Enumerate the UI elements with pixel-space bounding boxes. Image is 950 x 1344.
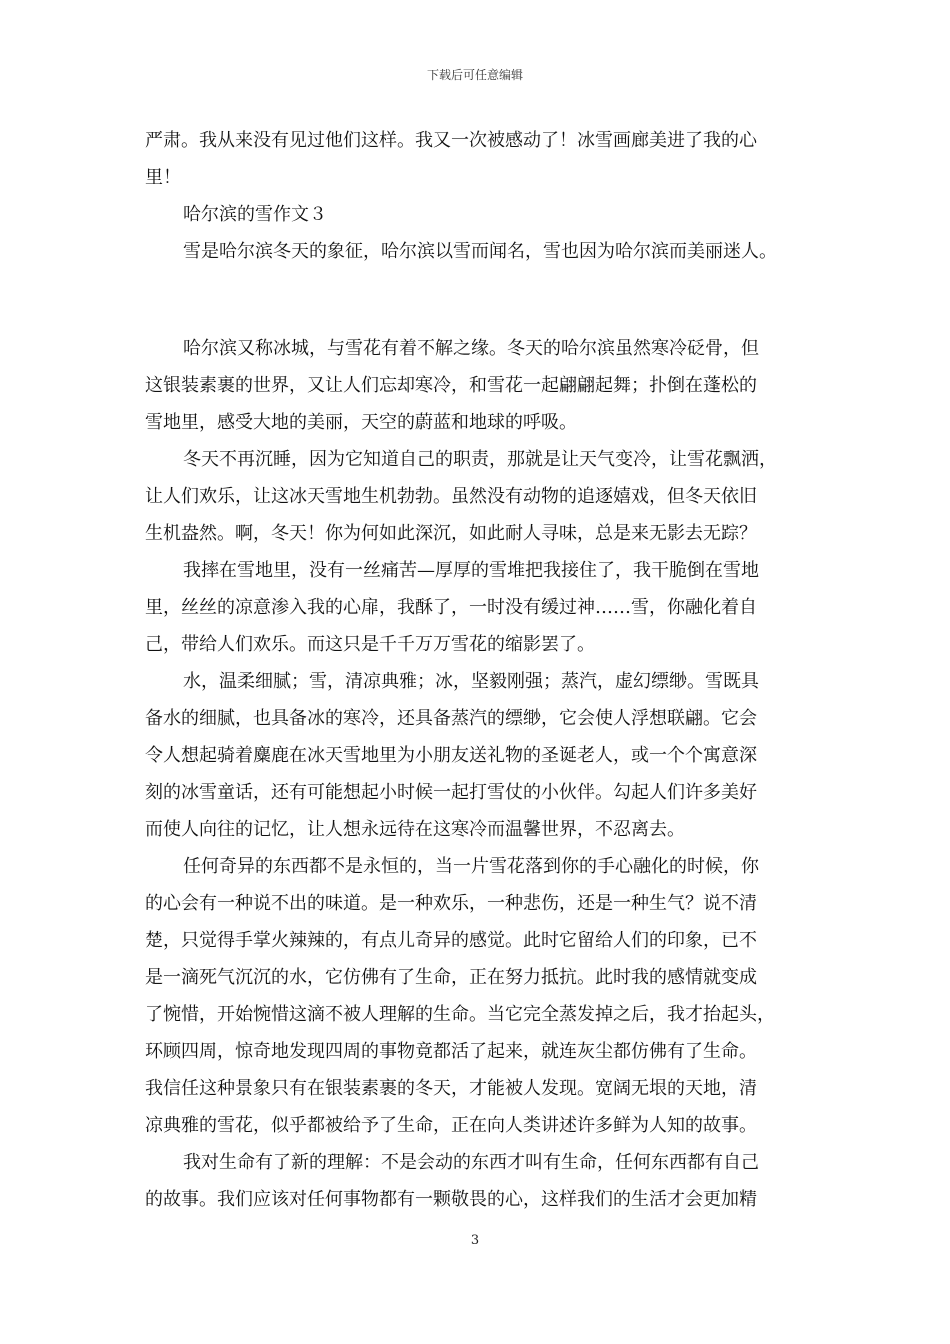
page-number: 3 [470, 1233, 480, 1248]
text-line: 是一滴死气沉沉的水，它仿佛有了生命，正在努力抵抗。此时我的感情就变成 [145, 967, 757, 988]
text-line: 雪地里，感受大地的美丽，天空的蔚蓝和地球的呼吸。 [145, 412, 577, 433]
text-line: 的故事。我们应该对任何事物都有一颗敬畏的心，这样我们的生活才会更加精 [145, 1189, 757, 1210]
text-line: 令人想起骑着麋鹿在冰天雪地里为小朋友送礼物的圣诞老人，或一个个寓意深 [145, 745, 757, 766]
paragraph-first-line: 水，温柔细腻；雪，清凉典雅；冰，坚毅刚强；蒸汽，虚幻缥缈。雪既具 [183, 671, 759, 692]
paragraph-first-line: 我摔在雪地里，没有一丝痛苦—厚厚的雪堆把我接住了，我干脆倒在雪地 [183, 560, 759, 581]
text-line: 己，带给人们欢乐。而这只是千千万万雪花的缩影罢了。 [145, 634, 595, 655]
text-line: 里！ [145, 167, 181, 188]
text-line: 严肃。我从来没有见过他们这样。我又一次被感动了！冰雪画廊美进了我的心 [145, 130, 757, 151]
paragraph-first-line: 任何奇异的东西都不是永恒的，当一片雪花落到你的手心融化的时候，你 [183, 856, 759, 877]
text-line: 而使人向往的记忆，让人想永远待在这寒冷而温馨世界，不忍离去。 [145, 819, 685, 840]
paragraph-first-line: 冬天不再沉睡，因为它知道自己的职责，那就是让天气变冷，让雪花飘洒， [183, 449, 777, 470]
text-line: 凉典雅的雪花，似乎都被给予了生命，正在向人类讲述许多鲜为人知的故事。 [145, 1115, 757, 1136]
document-body [145, 122, 805, 1218]
paragraph-first-line: 哈尔滨又称冰城，与雪花有着不解之缘。冬天的哈尔滨虽然寒冷砭骨，但 [183, 338, 759, 359]
intro-line: 雪是哈尔滨冬天的象征，哈尔滨以雪而闻名，雪也因为哈尔滨而美丽迷人。 [183, 241, 777, 262]
text-line: 这银装素裹的世界，又让人们忘却寒冷，和雪花一起翩翩起舞；扑倒在蓬松的 [145, 375, 757, 396]
text-line: 环顾四周，惊奇地发现四周的事物竟都活了起来，就连灰尘都仿佛有了生命。 [145, 1041, 757, 1062]
text-line: 刻的冰雪童话，还有可能想起小时候一起打雪仗的小伙伴。勾起人们许多美好 [145, 782, 757, 803]
text-line: 楚，只觉得手掌火辣辣的，有点儿奇异的感觉。此时它留给人们的印象，已不 [145, 930, 757, 951]
section-heading: 哈尔滨的雪作文３ [183, 204, 327, 225]
text-line: 让人们欢乐，让这冰天雪地生机勃勃。虽然没有动物的追逐嬉戏，但冬天依旧 [145, 486, 757, 507]
text-line: 生机盎然。啊，冬天！你为何如此深沉，如此耐人寻味，总是来无影去无踪？ [145, 523, 757, 544]
paragraph-first-line: 我对生命有了新的理解：不是会动的东西才叫有生命，任何东西都有自己 [183, 1152, 759, 1173]
text-line: 了惋惜，开始惋惜这滴不被人理解的生命。当它完全蒸发掉之后，我才抬起头， [145, 1004, 775, 1025]
text-line: 的心会有一种说不出的味道。是一种欢乐，一种悲伤，还是一种生气？说不清 [145, 893, 757, 914]
text-line: 我信任这种景象只有在银装素裹的冬天，才能被人发现。宽阔无垠的天地，清 [145, 1078, 757, 1099]
text-line: 里，丝丝的凉意渗入我的心扉，我酥了，一时没有缓过神……雪，你融化着自 [145, 597, 757, 618]
blank-gap [145, 270, 805, 330]
page-header: 下载后可任意编辑 [426, 68, 523, 82]
text-line: 备水的细腻，也具备冰的寒冷，还具备蒸汽的缥缈，它会使人浮想联翩。它会 [145, 708, 757, 729]
